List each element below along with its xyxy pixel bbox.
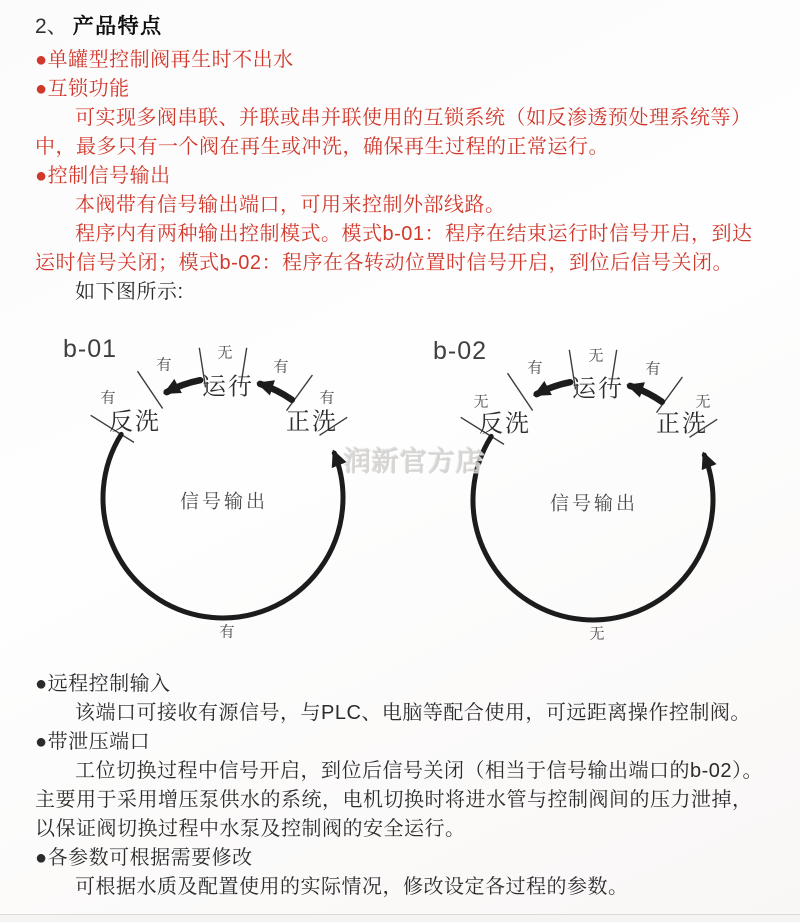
red-features-block: [35, 46, 795, 307]
stage-label-rinse: 正洗: [286, 408, 338, 436]
stage-label-run: 运行: [202, 373, 254, 401]
signal-marker-bottom: 无: [589, 625, 605, 643]
main-cycle-arc: [473, 436, 713, 620]
main-cycle-arc: [103, 434, 343, 618]
bottom-strip: [0, 915, 800, 922]
store-watermark: 润新官方店: [344, 447, 484, 477]
feature-line: 该端口可接收有源信号，与PLC、电脑等配合使用，可远距离操作控制阀。: [75, 702, 751, 724]
dial-title: b-01: [63, 335, 118, 363]
feature-line: 可实现多阀串联、并联或串并联使用的互锁系统（如反渗透预处理系统等）: [75, 107, 752, 129]
signal-marker-far-right: 无: [695, 393, 711, 411]
feature-line: ●带泄压端口: [35, 731, 151, 753]
signal-marker-top-left: 有: [527, 359, 543, 377]
feature-line: 程序内有两种输出控制模式。模式b-01：程序在结束运行时信号开启，到达: [75, 223, 753, 245]
feature-line: 主要用于采用增压泵供水的系统，电机切换时将进水管与控制阀间的压力泄掉，: [35, 789, 753, 811]
stage-label-backwash: 反洗: [109, 408, 161, 436]
diagram-intro: 如下图所示:: [75, 281, 184, 303]
rinse-to-run-arrow: [260, 384, 292, 400]
signal-marker-top: 无: [588, 347, 604, 365]
signal-marker-top-right: 有: [273, 358, 289, 376]
feature-line: ●远程控制输入: [35, 673, 171, 695]
section-title: 产品特点: [72, 15, 163, 38]
stage-label-run: 运行: [572, 375, 624, 403]
feature-line: 可根据水质及配置使用的实际情况，修改设定各过程的参数。: [75, 876, 629, 898]
feature-line: 运时信号关闭；模式b-02：程序在各转动位置时信号开启，到位后信号关闭。: [35, 252, 734, 274]
signal-marker-top-right: 有: [645, 360, 661, 378]
signal-marker-far-left: 无: [473, 393, 489, 411]
black-features-block: [35, 670, 795, 902]
feature-line: ●单罐型控制阀再生时不出水: [35, 49, 294, 71]
dial-title: b-02: [433, 337, 488, 365]
feature-line: ●互锁功能: [35, 78, 130, 100]
feature-line: 工位切换过程中信号开启，到位后信号关闭（相当于信号输出端口的b-02）。: [75, 760, 764, 782]
signal-marker-bottom: 有: [219, 623, 235, 641]
feature-line: 以保证阀切换过程中水泵及控制阀的安全运行。: [35, 818, 466, 840]
section-number: 2、: [35, 15, 68, 38]
dial-center-label: 信号输出: [179, 491, 269, 513]
dial-diagram-b01: [23, 308, 423, 688]
run-to-backwash-arrow: [167, 380, 200, 392]
page-title: [35, 13, 163, 41]
stage-label-backwash: 反洗: [479, 410, 531, 438]
feature-line: 中，最多只有一个阀在再生或冲洗，确保再生过程的正常运行。: [35, 136, 609, 158]
dial-diagram-b02: [393, 310, 793, 690]
feature-line: 本阀带有信号输出端口，可用来控制外部线路。: [75, 194, 506, 216]
feature-line: ●控制信号输出: [35, 165, 171, 187]
rinse-to-run-arrow: [630, 386, 662, 402]
signal-marker-far-left: 有: [100, 389, 116, 407]
stage-label-rinse: 正洗: [656, 410, 708, 438]
feature-line: ●各参数可根据需要修改: [35, 847, 253, 869]
run-to-backwash-arrow: [537, 382, 570, 394]
signal-marker-top: 无: [217, 344, 233, 362]
dial-center-label: 信号输出: [549, 493, 639, 515]
signal-marker-top-left: 有: [156, 356, 172, 374]
signal-marker-far-right: 有: [319, 389, 335, 407]
